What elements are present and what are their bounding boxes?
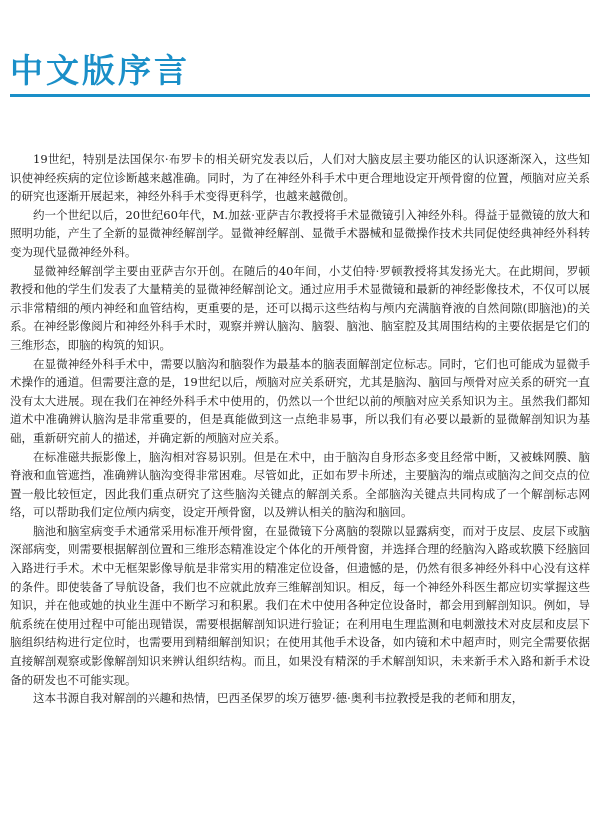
paragraph: 在显微神经外科手术中，需要以脑沟和脑裂作为最基本的脑表面解剖定位标志。同时，它们也可能成为显微手术操作的通道。但需要注意的是，19世纪以后，颅脑对应关系研究，尤其是脑沟、脑回与颅骨对应关系的研究一直没有太大进展。现在我们在神经外科手术中使用的，仍然以一个世纪以前的颅脑对应关系知识为主。虽然我们都知道术中准确辨认脑沟是非常重要的，但是真能做到这一点绝非易事，所以我们有必要以最新的显微解剖知识为基础，重新研究前人的描述，并确定新的颅脑对应关系。 <box>10 356 590 445</box>
paragraph: 脑池和脑室病变手术通常采用标准开颅骨窗，在显微镜下分离脑的裂隙以显露病变，而对于皮层、皮层下或脑深部病变，则需要根据解剖位置和三维形态精准设定个体化的开颅骨窗，并选择合理的经脑沟入路或软膜下经脑回入路进行手术。术中无框架影像导航是非常实用的精准定位设备，但遗憾的是，仍然有很多神经外科中心没有这样的条件。即使装备了导航设备，我们也不应就此放弃三维解剖知识。相反，每一个神经外科医生都应切实掌握这些知识，并在他或她的执业生涯中不断学习和积累。我们在术中使用各种定位设备时，都会用到解剖知识。例如，导航系统在使用过程中可能出现错误，需要根据解剖知识进行验证；在利用电生理监测和电刺激技术对皮层和皮层下脑组织结构进行定位时，也需要用到精细解剖知识；在使用其他手术设备，如内镜和术中超声时，则完全需要依据直接解剖观察或影像解剖知识来辨认组织结构。而且，如果没有精深的手术解剖知识，未来新手术入路和新手术设备的研发也不可能实现。 <box>10 523 590 687</box>
paragraph: 显微神经解剖学主要由亚萨吉尔开创。在随后的40年间，小艾伯特·罗顿教授将其发扬光大。在此期间，罗顿教授和他的学生们发表了大量精美的显微神经解剖论文。通过应用手术显微镜和最新的神经影像技术，不仅可以展示非常精细的颅内神经和血管结构，更重要的是，还可以揭示这些结构与颅内充满脑脊液的自然间隙(即脑池)的关系。在神经影像阅片和神经外科手术时，观察并辨认脑沟、脑裂、脑池、脑室腔及其周围结构的主要依据是它们的三维形态，即脑的构筑的知识。 <box>10 263 590 352</box>
title-underline <box>10 94 590 97</box>
page-title: 中文版序言 <box>10 51 190 90</box>
paragraph: 约一个世纪以后，20世纪60年代，M.加兹·亚萨吉尔教授将手术显微镜引入神经外科。得益于显微镜的放大和照明功能，产生了全新的显微神经解剖学。显微神经解剖、显微手术器械和显微操作技术共同促使经典神经外科转变为现代显微神经外科。 <box>10 207 590 259</box>
preface-body <box>10 150 590 708</box>
paragraph: 在标准磁共振影像上，脑沟相对容易识别。但是在术中，由于脑沟自身形态多变且经常中断，又被蛛网膜、脑脊液和血管遮挡，准确辨认脑沟变得非常困难。尽管如此，正如布罗卡所述，主要脑沟的端点或脑沟之间交点的位置一般比较恒定，因此我们重点研究了这些脑沟关键点的解剖关系。全部脑沟关键点共同构成了一个解剖标志网络，可以帮助我们定位颅内病变，设定开颅骨窗，以及辨认相关的脑沟和脑回。 <box>10 449 590 520</box>
paragraph: 这本书源自我对解剖的兴趣和热情，巴西圣保罗的埃万德罗·德·奥利韦拉教授是我的老师和朋友， <box>33 691 524 706</box>
paragraph: 19世纪，特别是法国保尔·布罗卡的相关研究发表以后，人们对大脑皮层主要功能区的认识逐渐深入，这些知识使神经疾病的定位诊断越来越准确。同时，为了在神经外科手术中更合理地设定开颅骨窗的位置，颅脑对应关系的研究也逐渐开展起来，神经外科手术变得更科学，也越来越微创。 <box>10 152 590 204</box>
